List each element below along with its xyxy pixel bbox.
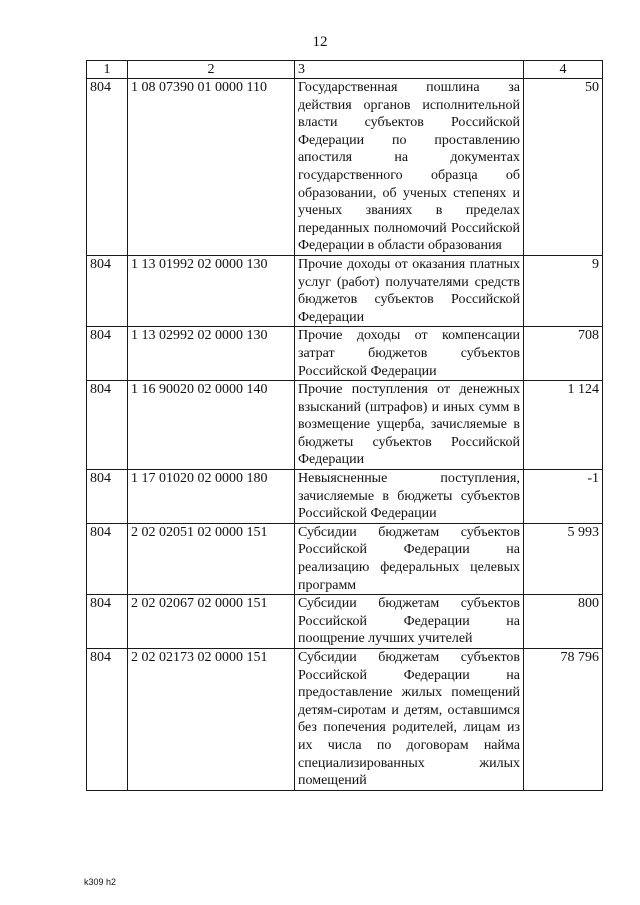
table-row [87,255,603,326]
table-row [87,595,603,649]
admin-code-cell: 804 [87,523,128,594]
budget-classification-code-cell: 2 02 02173 02 0000 151 [128,649,295,791]
amount-cell: 1 124 [524,381,603,470]
budget-classification-code-cell: 1 13 02992 02 0000 130 [128,327,295,381]
revenue-name-cell: Прочие доходы от оказания платных услуг (работ) получателями средств бюджетов субъектов Российской Федерации [295,255,524,326]
amount-cell: -1 [524,470,603,524]
table-row [87,381,603,470]
revenue-name-cell: Субсидии бюджетам субъектов Российской Федерации на поощрение лучших учителей [295,595,524,649]
revenue-name-cell: Субсидии бюджетам субъектов Российской Федерации на предоставление жилых помещений детям-сиротам и детям, оставшимся без попечения родителей, лицам из их числа по договорам найма специализированных жилых помещений [295,649,524,791]
page-number: 12 [312,34,328,50]
budget-classification-code-cell: 1 13 01992 02 0000 130 [128,255,295,326]
column-header-2: 2 [128,61,295,79]
budget-classification-code-cell: 1 16 90020 02 0000 140 [128,381,295,470]
table-row [87,79,603,256]
amount-cell: 50 [524,79,603,256]
budget-classification-code-cell: 2 02 02051 02 0000 151 [128,523,295,594]
table-header-row [87,61,603,79]
column-header-1: 1 [87,61,128,79]
column-header-4: 4 [524,61,603,79]
amount-cell: 9 [524,255,603,326]
revenue-name-cell: Прочие поступления от денежных взысканий (штрафов) и иных сумм в возмещение ущерба, зачисляемые в бюджеты субъектов Российской Федерации [295,381,524,470]
revenue-table [86,60,603,791]
table-row [87,649,603,791]
amount-cell: 78 796 [524,649,603,791]
amount-cell: 5 993 [524,523,603,594]
admin-code-cell: 804 [87,649,128,791]
amount-cell: 800 [524,595,603,649]
admin-code-cell: 804 [87,79,128,256]
admin-code-cell: 804 [87,381,128,470]
table-row [87,470,603,524]
admin-code-cell: 804 [87,470,128,524]
table-row [87,523,603,594]
budget-classification-code-cell: 1 08 07390 01 0000 110 [128,79,295,256]
revenue-name-cell: Невыясненные поступления, зачисляемые в бюджеты субъектов Российской Федерации [295,470,524,524]
budget-classification-code-cell: 1 17 01020 02 0000 180 [128,470,295,524]
revenue-name-cell: Субсидии бюджетам субъектов Российской Федерации на реализацию федеральных целевых программ [295,523,524,594]
footer-document-code: k309 h2 [84,877,117,887]
table-row [87,327,603,381]
column-header-3: 3 [295,61,524,79]
revenue-name-cell: Государственная пошлина за действия органов исполнительной власти субъектов Российской Федерации по проставлению апостиля на документах государственного образца об образовании, об ученых степенях и ученых званиях в пределах переданных полномочий Российской Федерации в области образования [295,79,524,256]
budget-classification-code-cell: 2 02 02067 02 0000 151 [128,595,295,649]
amount-cell: 708 [524,327,603,381]
admin-code-cell: 804 [87,255,128,326]
admin-code-cell: 804 [87,595,128,649]
revenue-name-cell: Прочие доходы от компенсации затрат бюджетов субъектов Российской Федерации [295,327,524,381]
admin-code-cell: 804 [87,327,128,381]
